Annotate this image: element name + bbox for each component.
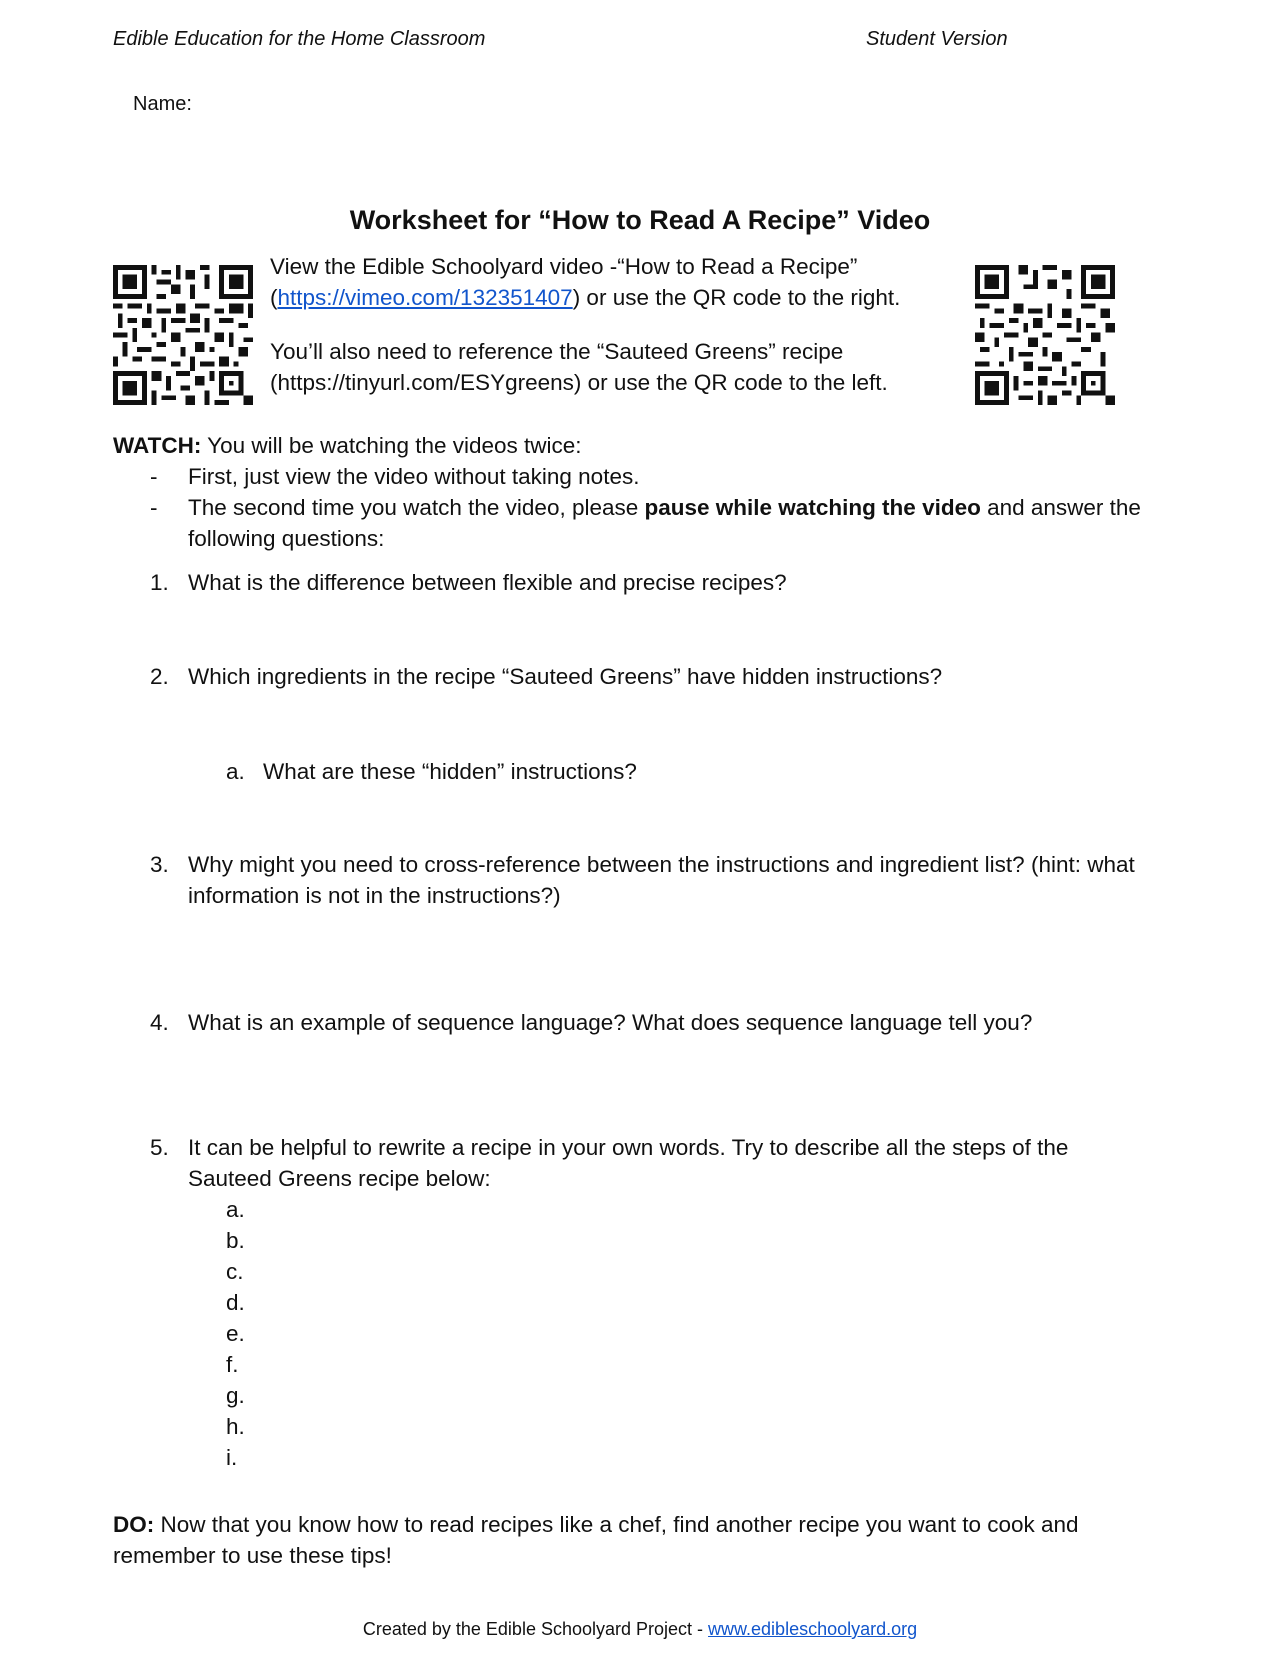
question-number: 3. — [150, 852, 169, 877]
question-3-line-2: information is not in the instructions?) — [188, 883, 561, 908]
question-number: a. — [226, 759, 245, 784]
list-item: a. — [226, 1197, 245, 1222]
intro-block — [270, 251, 970, 398]
watch-label: WATCH: — [113, 433, 202, 458]
list-item: h. — [226, 1414, 245, 1439]
list-item: f. — [226, 1352, 239, 1377]
watch-bullet-1: First, just view the video without taking notes. — [188, 464, 640, 489]
question-5-line-1: It can be helpful to rewrite a recipe in your own words. Try to describe all the steps of the — [188, 1135, 1069, 1160]
intro-paren: ( — [270, 285, 278, 310]
footer — [0, 1619, 1280, 1640]
step-list — [226, 1194, 245, 1473]
page-title: Worksheet for “How to Read A Recipe” Video — [349, 205, 931, 235]
watch-heading — [113, 430, 582, 461]
question-5 — [188, 1132, 1198, 1194]
watch-bullet-2-pre: The second time you watch the video, please — [188, 495, 645, 520]
intro-line-1: View the Edible Schoolyard video -“How to Read a Recipe” — [270, 254, 858, 279]
question-number: 4. — [150, 1010, 169, 1035]
do-block — [113, 1509, 1193, 1571]
header-left: Edible Education for the Home Classroom — [113, 28, 486, 50]
question-3 — [188, 849, 1198, 911]
question-5-line-2: Sauteed Greens recipe below: — [188, 1166, 491, 1191]
list-item: b. — [226, 1228, 245, 1253]
intro-line-2 — [270, 282, 970, 313]
question-2a: What are these “hidden” instructions? — [263, 759, 637, 784]
qr-code-icon — [113, 265, 253, 405]
intro-line-2-rest: ) or use the QR code to the right. — [572, 285, 901, 310]
watch-bullet-2-line2: following questions: — [188, 526, 385, 551]
watch-text: You will be watching the videos twice: — [201, 433, 582, 458]
intro-line-4: (https://tinyurl.com/ESYgreens) or use the QR code to the left. — [270, 370, 888, 395]
question-4: What is an example of sequence language? What does sequence language tell you? — [188, 1010, 1033, 1035]
video-link[interactable]: https://vimeo.com/132351407 — [277, 285, 573, 310]
footer-link[interactable]: www.edibleschoolyard.org — [708, 1619, 918, 1639]
intro-line-3: You’ll also need to reference the “Sauteed Greens” recipe — [270, 339, 844, 364]
header-right: Student Version — [866, 28, 1008, 50]
list-item: d. — [226, 1290, 245, 1315]
watch-bullet-2-post: and answer the — [980, 495, 1141, 520]
watch-bullet-2-bold: pause while watching the video — [644, 495, 981, 520]
footer-text: Created by the Edible Schoolyard Project - — [362, 1619, 709, 1639]
list-item: i. — [226, 1445, 238, 1470]
question-number: 1. — [150, 570, 169, 595]
qr-code-icon — [975, 265, 1115, 405]
watch-bullet-2 — [188, 492, 1188, 554]
bullet-marker: - — [150, 464, 158, 489]
list-item: g. — [226, 1383, 245, 1408]
do-line-1: Now that you know how to read recipes like a chef, find another recipe you want to cook and — [154, 1512, 1079, 1537]
list-item: e. — [226, 1321, 245, 1346]
question-2: Which ingredients in the recipe “Sauteed Greens” have hidden instructions? — [188, 664, 943, 689]
question-3-line-1: Why might you need to cross-reference between the instructions and ingredient list? (hint: what — [188, 852, 1135, 877]
name-label: Name: — [133, 93, 192, 115]
question-1: What is the difference between flexible and precise recipes? — [188, 570, 787, 595]
question-number: 2. — [150, 664, 169, 689]
do-label: DO: — [113, 1512, 155, 1537]
question-number: 5. — [150, 1135, 169, 1160]
do-line-2: remember to use these tips! — [113, 1543, 392, 1568]
bullet-marker: - — [150, 495, 158, 520]
list-item: c. — [226, 1259, 244, 1284]
